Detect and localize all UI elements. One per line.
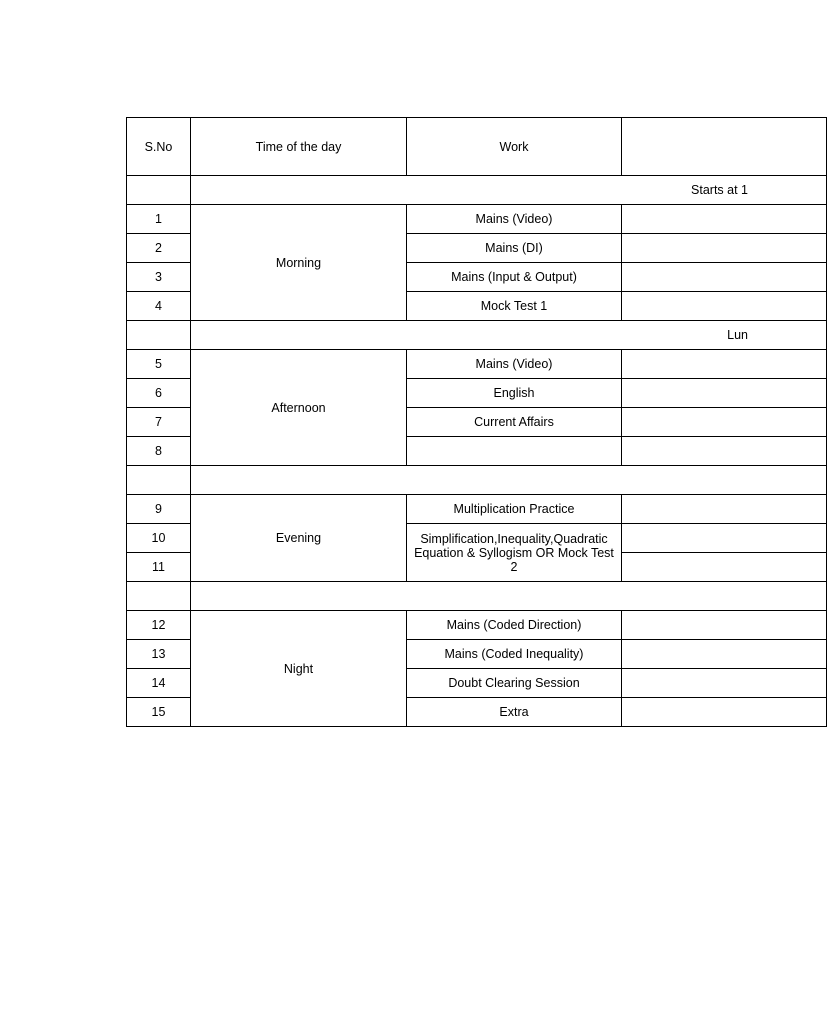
schedule-table-viewport: [126, 117, 748, 731]
row-sno: 14: [127, 669, 191, 698]
separator-lunch-text: [191, 321, 827, 350]
period-night: Night: [191, 611, 407, 727]
period-afternoon: Afternoon: [191, 350, 407, 466]
separator-row-blank: [127, 582, 827, 611]
row-work: [407, 437, 622, 466]
header-sno: S.No: [127, 118, 191, 176]
period-morning: Morning: [191, 205, 407, 321]
separator-row-lunch: [127, 321, 827, 350]
schedule-table: [126, 117, 827, 727]
row-work: Mains (Video): [407, 350, 622, 379]
row-sno: 15: [127, 698, 191, 727]
separator-blank-text: [191, 582, 827, 611]
header-time-of-day: Time of the day: [191, 118, 407, 176]
row-sno: 10: [127, 524, 191, 553]
row-sno: 13: [127, 640, 191, 669]
separator-sno-cell: [127, 176, 191, 205]
row-sno: 4: [127, 292, 191, 321]
row-work: Multiplication Practice: [407, 495, 622, 524]
row-sno: 12: [127, 611, 191, 640]
row-work: Mains (Video): [407, 205, 622, 234]
row-work: Mock Test 1: [407, 292, 622, 321]
row-work: English: [407, 379, 622, 408]
separator-start-text: [191, 176, 827, 205]
row-work: Doubt Clearing Session: [407, 669, 622, 698]
header-work: Work: [407, 118, 622, 176]
separator-row-start: [127, 176, 827, 205]
row-sno: 2: [127, 234, 191, 263]
row-work: Mains (Input & Output): [407, 263, 622, 292]
row-work: Current Affairs: [407, 408, 622, 437]
table-row: [127, 205, 827, 234]
row-sno: 7: [127, 408, 191, 437]
table-row: [127, 611, 827, 640]
header-overflow-cell: [622, 118, 827, 176]
row-sno: 3: [127, 263, 191, 292]
row-work: Simplification,Inequality,Quadratic Equation & Syllogism OR Mock Test 2: [407, 524, 622, 582]
row-sno: 11: [127, 553, 191, 582]
table-header-row: [127, 118, 827, 176]
row-work: Mains (DI): [407, 234, 622, 263]
row-work: Mains (Coded Direction): [407, 611, 622, 640]
separator-sno-cell: [127, 466, 191, 495]
separator-sno-cell: [127, 582, 191, 611]
separator-start-label: Starts at 1: [691, 183, 748, 197]
row-sno: 8: [127, 437, 191, 466]
separator-sno-cell: [127, 321, 191, 350]
separator-row-blank: [127, 466, 827, 495]
table-row: [127, 350, 827, 379]
row-sno: 9: [127, 495, 191, 524]
row-sno: 1: [127, 205, 191, 234]
separator-blank-text: [191, 466, 827, 495]
separator-lunch-label: Lun: [727, 328, 748, 342]
row-sno: 6: [127, 379, 191, 408]
row-work: Extra: [407, 698, 622, 727]
table-row: [127, 495, 827, 524]
period-evening: Evening: [191, 495, 407, 582]
row-work: Mains (Coded Inequality): [407, 640, 622, 669]
row-sno: 5: [127, 350, 191, 379]
